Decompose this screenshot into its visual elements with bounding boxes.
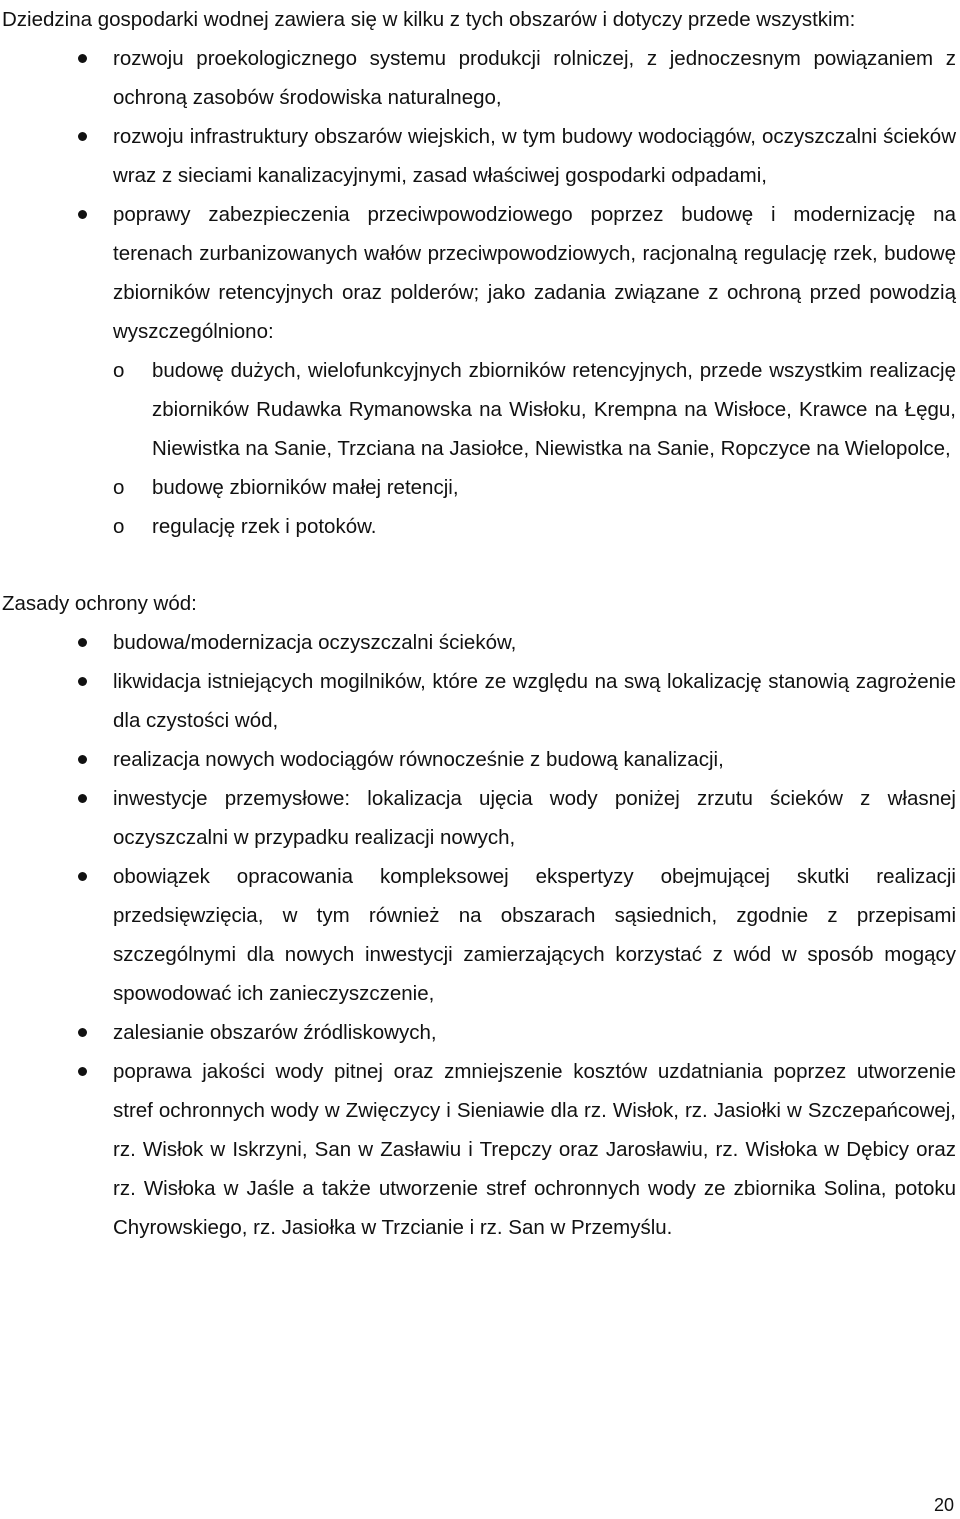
document-body: [2, 0, 956, 1247]
list-item: poprawa jakości wody pitnej oraz zmniejszenie kosztów uzdatniania poprzez utworzenie stref ochronnych wody w Zwięczycy i Sieniawie dla rz. Wisłok, rz. Jasiołki w Szczepańcowej, rz. Wisłok w Iskrzyni, San w Zasławiu i Trepczy oraz Jarosławiu, rz. Wisłoka w Dębicy oraz rz. Wisłoka w Jaśle a także utworzenie stref ochronnych wody ze zbiornika Solina, potoku Chyrowskiego, rz. Jasiołka w Trzcianie i rz. San w Przemyślu.: [2, 1052, 956, 1247]
section1-sublist: [2, 351, 956, 546]
list-item: realizacja nowych wodociągów równocześnie z budową kanalizacji,: [2, 740, 956, 779]
list-item: budowa/modernizacja oczyszczalni ścieków,: [2, 623, 956, 662]
sub-bullet-marker: o: [113, 515, 125, 538]
list-item: likwidacja istniejących mogilników, które ze względu na swą lokalizację stanowią zagrożenie dla czystości wód,: [2, 662, 956, 740]
sub-list-item-text: budowę dużych, wielofunkcyjnych zbiorników retencyjnych, przede wszystkim realizację zbiorników Rudawka Rymanowska na Wisłoku, Krempna na Wisłoce, Krawce na Łęgu, Niewistka na Sanie, Trzciana na Jasiołce, Niewistka na Sanie, Ropczyce na Wielopolce,: [152, 359, 956, 460]
list-item: rozwoju proekologicznego systemu produkcji rolniczej, z jednoczesnym powiązaniem z ochroną zasobów środowiska naturalnego,: [2, 39, 956, 117]
section1-list: [2, 39, 956, 351]
sub-list-item: [113, 468, 956, 507]
sub-list-item-text: regulację rzek i potoków.: [152, 515, 377, 538]
list-item: inwestycje przemysłowe: lokalizacja ujęcia wody poniżej zrzutu ścieków z własnej oczyszczalni w przypadku realizacji nowych,: [2, 779, 956, 857]
section2-heading: Zasady ochrony wód:: [2, 592, 197, 615]
sub-list-item: [113, 507, 956, 546]
sub-bullet-marker: o: [113, 359, 125, 382]
section2-list: [2, 623, 956, 1247]
list-item: zalesianie obszarów źródliskowych,: [2, 1013, 956, 1052]
page-number: 20: [933, 1495, 954, 1515]
sub-bullet-marker: o: [113, 476, 125, 499]
list-item: obowiązek opracowania kompleksowej ekspertyzy obejmującej skutki realizacji przedsięwzięcia, w tym również na obszarach sąsiednich, zgodnie z przepisami szczególnymi dla nowych inwestycji zamierzających korzystać z wód w sposób mogący spowodować ich zanieczyszczenie,: [2, 857, 956, 1013]
sub-list-item: [113, 351, 956, 468]
section1-intro: Dziedzina gospodarki wodnej zawiera się w kilku z tych obszarów i dotyczy przede wszystkim:: [2, 8, 856, 31]
section-spacer: [2, 546, 956, 584]
list-item: rozwoju infrastruktury obszarów wiejskich, w tym budowy wodociągów, oczyszczalni ścieków wraz z sieciami kanalizacyjnymi, zasad właściwej gospodarki odpadami,: [2, 117, 956, 195]
list-item: poprawy zabezpieczenia przeciwpowodziowego poprzez budowę i modernizację na terenach zurbanizowanych wałów przeciwpowodziowych, racjonalną regulację rzek, budowę zbiorników retencyjnych oraz polderów; jako zadania związane z ochroną przed powodzią wyszczególniono:: [2, 195, 956, 351]
sub-list-item-text: budowę zbiorników małej retencji,: [152, 476, 459, 499]
